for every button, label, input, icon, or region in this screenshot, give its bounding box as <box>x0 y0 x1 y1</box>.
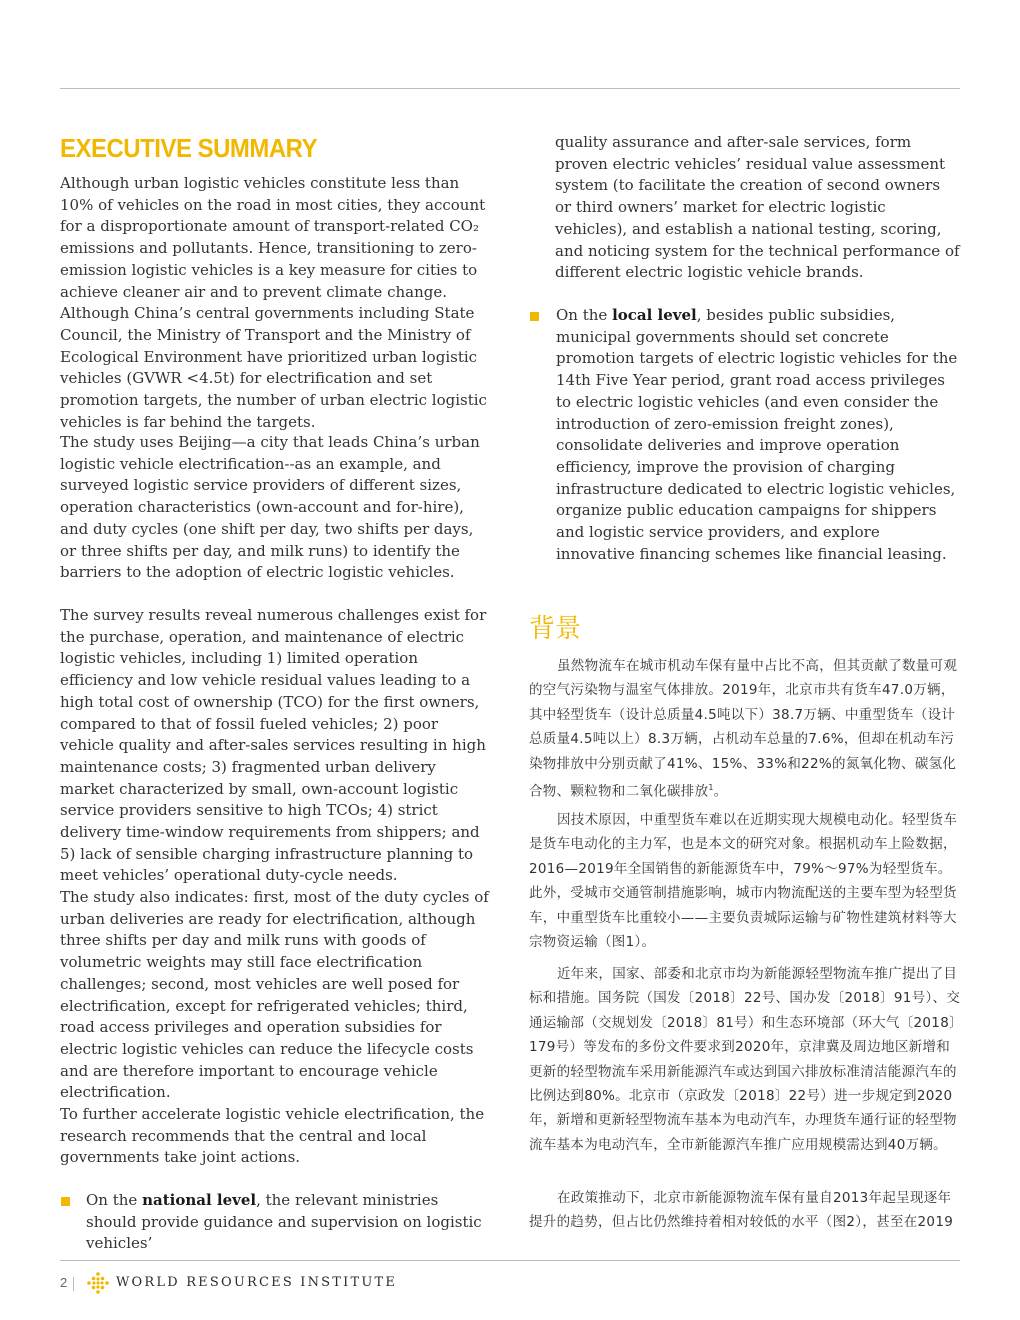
chinese-paragraph-1-text: 虽然物流车在城市机动车保有量中占比不高，但其贡献了数量可观的空气污染物与温室气体排放。2019年，北京市共有货车47.0万辆，其中轻型货车（设计总质量4.5吨以下）38.7万辆、中重型货车（设计总质量4.5吨以上）8.3万辆，占机动车总量的7.6%，但却在机动车污染物排放中分别贡献了41%、15%、33%和22%的氮氧化物、碳氢化合物、颗粒物和二氧化碳排放 <box>529 658 958 800</box>
paragraph-study: The study uses Beijing—a city that leads China’s urban logistic vehicle electrification--as an example, and surveyed logistic service providers of different sizes, operation characteristics (own-account and for-hire), and duty cycles (one shift per day, two shifts per days, or three shifts per day, and milk runs) to identify the barriers to the adoption of electric logistic vehicles. <box>60 433 480 582</box>
paragraph-intro: Although urban logistic vehicles constitute less than 10% of vehicles on the road in most cities, they account for a disproportionate amount of transport-related CO₂ emissions and pollutants. Hence, transitioning to zero-emission logistic vehicles is a key measure for cities to achieve cleaner air and to prevent climate change. Although China’s central governments including State Council, the Ministry of Transport and the Ministry of Ecological Environment have prioritized urban logistic vehicles (GVWR <4.5t) for electrification and set promotion targets, the number of urban electric logistic vehicles is far behind the targets. <box>60 174 487 431</box>
chinese-section-heading: 背景 <box>529 614 582 644</box>
bullet-local-prefix: On the <box>556 306 613 324</box>
bottom-rule <box>60 1260 960 1261</box>
chinese-paragraph-2: 因技术原因，中重型货车难以在近期实现大规模电动化。轻型货车是货车电动化的主力军，也是本文的研究对象。根据机动车上险数据，2016—2019年全国销售的新能源货车中，79%～97%为轻型货车。此外，受城市交通管制措施影响，城市内物流配送的主要车型为轻型货车，中重型货车比重较小——主要负责城际运输与矿物性建筑材料等大宗物资运输（图1）。 <box>529 812 958 951</box>
paragraph-recommends: To further accelerate logistic vehicle electrification, the research recommends that the central and local governments take joint actions. <box>60 1105 485 1167</box>
top-rule <box>60 88 960 89</box>
bullet-national-continued: quality assurance and after-sale services, form proven electric vehicles’ residual value assessment system (to facilitate the creation of second owners or third owners’ market for electric logistic vehicles), and establish a national testing, scoring, and noticing system for the technical performance of different electric logistic vehicle brands. <box>555 133 960 282</box>
footnote-marker: 1 <box>708 783 714 793</box>
bullet-marker-local <box>530 312 539 321</box>
bullet-national-prefix: On the <box>86 1191 143 1209</box>
bullet-local-bold: local level <box>612 306 697 324</box>
footer-organization-name: WORLD RESOURCES INSTITUTE <box>116 1275 398 1290</box>
chinese-paragraph-4: 在政策推动下，北京市新能源物流车保有量自2013年起呈现逐年提升的趋势，但占比仍然维持着相对较低的水平（图2），甚至在2019 <box>529 1190 954 1231</box>
bullet-local-level <box>556 305 961 565</box>
paragraph-survey: The survey results reveal numerous challenges exist for the purchase, operation, and maintenance of electric logistic vehicles, including 1) limited operation efficiency and low vehicle residual values leading to a high total cost of ownership (TCO) for the first owners, compared to that of fossil fueled vehicles; 2) poor vehicle quality and after-sales services resulting in high maintenance costs; 3) fragmented urban delivery market characterized by small, own-account logistic service providers sensitive to high TCOs; 4) strict delivery time-window requirements from shippers; and 5) lack of sensible charging infrastructure planning to meet vehicles’ operational duty-cycle needs. <box>60 606 487 885</box>
bullet-local-text: , besides public subsidies, municipal governments should set concrete promotion targets of electric logistic vehicles for the 14th Five Year period, grant road access privileges to electric logistic vehicles (and even consider the introduction of zero-emission freight zones), consolidate deliveries and improve operation efficiency, improve the provision of charging infrastructure dedicated to electric logistic vehicles, organize public education campaigns for shippers and logistic service providers, and explore innovative financing schemes like financial leasing. <box>556 306 958 563</box>
section-heading: EXECUTIVE SUMMARY <box>60 133 318 163</box>
bullet-national-bold: national level <box>142 1191 257 1209</box>
bullet-national-level <box>86 1190 491 1255</box>
paragraph-indicates: The study also indicates: first, most of the duty cycles of urban deliveries are ready for electrification, although three shifts per day and milk runs with goods of volumetric weights may still face electrification challenges; second, most vehicles are well posed for electrification, except for refrigerated vehicles; third, road access privileges and operation subsidies for electric logistic vehicles can reduce the lifecycle costs and are therefore important to encourage vehicle electrification. <box>60 888 489 1102</box>
bullet-national-text: , the relevant ministries should provide guidance and supervision on logistic vehicles’ <box>86 1191 482 1253</box>
chinese-paragraph-3: 近年来，国家、部委和北京市均为新能源轻型物流车推广提出了目标和措施。国务院（国发〔2018〕22号、国办发〔2018〕91号）、交通运输部（交规划发〔2018〕81号）和生态环境部（环大气〔2018〕179号）等发布的多份文件要求到2020年，京津冀及周边地区新增和更新的轻型物流车采用新能源汽车或达到国六排放标准清洁能源汽车的比例达到80%。北京市（京政发〔2018〕22号）进一步规定到2020年，新增和更新轻型物流车基本为电动汽车，办理货车通行证的轻型物流车基本为电动汽车，全市新能源汽车推广应用规模需达到40万辆。 <box>529 966 961 1153</box>
chinese-paragraph-1: 虽然物流车在城市机动车保有量中占比不高，但其贡献了数量可观的空气污染物与温室气体排放。2019年，北京市共有货车47.0万辆，其中轻型货车（设计总质量4.5吨以下）38.7万辆、中重型货车（设计总质量4.5吨以上）8.3万辆，占机动车总量的7.6%，但却在机动车污染物排放中分别贡献了41%、15%、33%和22%的氮氧化物、碳氢化合物、颗粒物和二氧化碳排放$^1$。 <box>529 658 958 800</box>
bullet-marker-national <box>61 1197 70 1206</box>
wri-logo-icon <box>86 1271 110 1295</box>
page-number: 2 <box>60 1275 68 1290</box>
footer-divider <box>73 1277 74 1291</box>
